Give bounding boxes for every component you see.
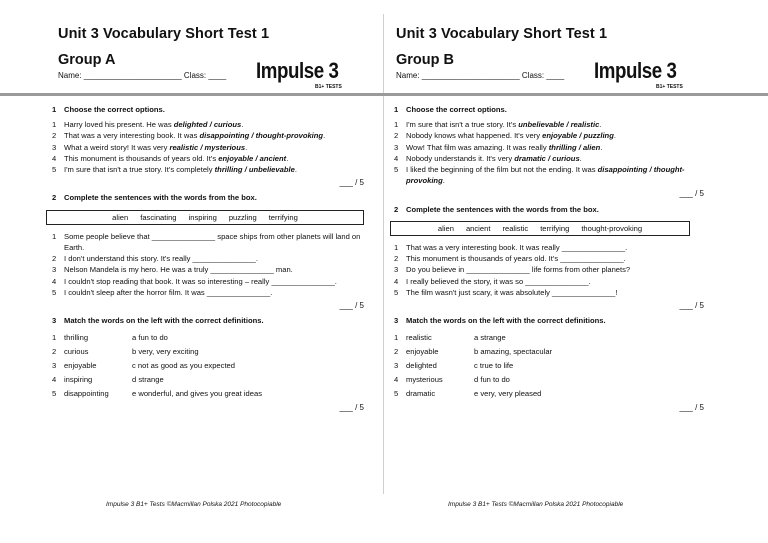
match-word-cell bbox=[52, 332, 132, 343]
impulse-logo: Impulse 3 bbox=[594, 58, 677, 83]
match-word-cell bbox=[394, 374, 474, 385]
match-word-cell bbox=[52, 374, 132, 385]
match-word: dramatic bbox=[406, 388, 436, 398]
gap-fill-item bbox=[394, 276, 704, 287]
item-number: 2 bbox=[52, 254, 57, 264]
section-score: ___ / 5 bbox=[339, 403, 364, 413]
item-number: 4 bbox=[394, 374, 399, 384]
item-text: Nelson Mandela is my hero. He was a truly _______________ man. bbox=[64, 265, 293, 275]
item-number: 5 bbox=[52, 388, 57, 398]
choice-item bbox=[52, 142, 364, 153]
section-3-items bbox=[394, 330, 704, 400]
item-text: That was a very interesting book. It was disappointing / thought-provoking. bbox=[64, 131, 326, 141]
section-number: 2 bbox=[52, 193, 57, 203]
box-word: thought-provoking bbox=[581, 223, 643, 233]
box-word: alien bbox=[112, 212, 129, 222]
match-row bbox=[394, 330, 704, 344]
answer-options: delighted / curious bbox=[173, 120, 242, 130]
item-text: I liked the beginning of the film but not the ending. It was disappointing / thought-provoking. bbox=[406, 165, 685, 186]
answer-options: thrilling / unbelievable bbox=[214, 165, 295, 175]
item-number: 5 bbox=[52, 287, 57, 297]
item-text: That was a very interesting book. It was really _______________. bbox=[406, 243, 628, 253]
gap-fill-item bbox=[52, 287, 364, 298]
answer-options: thrilling / alien bbox=[548, 142, 601, 152]
match-row bbox=[52, 372, 364, 386]
section-number: 2 bbox=[394, 204, 399, 214]
item-number: 2 bbox=[52, 131, 57, 141]
section-score: ___ / 5 bbox=[339, 178, 364, 188]
section-title: Match the words on the left with the correct definitions. bbox=[64, 316, 264, 326]
item-number: 2 bbox=[394, 131, 399, 141]
match-row bbox=[394, 386, 704, 400]
section-2-items bbox=[52, 231, 364, 298]
gap-fill-item bbox=[52, 264, 364, 275]
gap-fill-item bbox=[52, 253, 364, 264]
match-row bbox=[52, 386, 364, 400]
section-1-heading bbox=[394, 104, 704, 115]
section-score: ___ / 5 bbox=[679, 301, 704, 311]
match-word-cell bbox=[394, 346, 474, 357]
item-text: Harry loved his present. He was delighted / curious. bbox=[64, 120, 244, 130]
match-row bbox=[394, 358, 704, 372]
item-text: This monument is thousands of years old. It's enjoyable / ancient. bbox=[64, 153, 289, 163]
answer-options: enjoyable / ancient bbox=[218, 153, 287, 163]
match-word-cell bbox=[52, 346, 132, 357]
item-text: Some people believe that _______________ space ships from other planets will land on Earth. bbox=[64, 231, 361, 253]
item-text: I'm sure that isn't a true story. It's unbelievable / realistic. bbox=[406, 120, 602, 130]
match-definition: a strange bbox=[474, 332, 506, 342]
item-number: 5 bbox=[394, 287, 399, 297]
questions bbox=[52, 104, 364, 414]
section-3-heading bbox=[52, 315, 364, 326]
item-text: I couldn't sleep after the horror film. It was _______________. bbox=[64, 287, 273, 297]
item-text: This monument is thousands of years old. It's _______________. bbox=[406, 254, 626, 264]
item-text: I couldn't stop reading that book. It was so interesting – really _______________. bbox=[64, 276, 337, 286]
item-text: Nobody understands it. It's very dramatic / curious. bbox=[406, 153, 582, 163]
item-number: 2 bbox=[394, 254, 399, 264]
section-2-heading bbox=[52, 192, 364, 203]
match-word: mysterious bbox=[406, 374, 443, 384]
section-title: Complete the sentences with the words from the box. bbox=[406, 204, 599, 214]
section-number: 1 bbox=[52, 105, 57, 114]
gap-fill-item bbox=[394, 287, 704, 298]
impulse-logo: Impulse 3 bbox=[256, 58, 339, 83]
match-word: curious bbox=[64, 346, 89, 356]
match-definition: e wonderful, and gives you great ideas bbox=[132, 388, 263, 398]
box-word: alien bbox=[437, 223, 454, 233]
section-2-items bbox=[394, 242, 704, 298]
section-number: 1 bbox=[394, 105, 399, 114]
choice-item bbox=[52, 164, 364, 175]
match-word-cell bbox=[394, 332, 474, 343]
item-number: 3 bbox=[394, 265, 399, 275]
item-number: 3 bbox=[394, 142, 399, 152]
section-1-heading bbox=[52, 104, 364, 115]
box-word: terrifying bbox=[540, 223, 570, 233]
item-number: 4 bbox=[52, 153, 57, 163]
answer-options: enjoyable / puzzling bbox=[542, 131, 614, 141]
match-row bbox=[52, 358, 364, 372]
section-title: Choose the correct options. bbox=[64, 105, 165, 114]
section-number: 3 bbox=[52, 316, 57, 326]
box-word: fascinating bbox=[140, 212, 177, 222]
item-text: The film wasn't just scary, it was absolutely _______________! bbox=[406, 287, 618, 297]
section-score: ___ / 5 bbox=[679, 403, 704, 413]
word-box bbox=[46, 210, 364, 225]
box-word: ancient bbox=[465, 223, 491, 233]
match-row bbox=[394, 344, 704, 358]
word-box bbox=[390, 221, 690, 236]
item-number: 4 bbox=[52, 276, 57, 286]
group-b-sheet bbox=[384, 0, 768, 543]
header-rule bbox=[0, 93, 384, 96]
section-score: ___ / 5 bbox=[679, 189, 704, 199]
choice-item bbox=[394, 119, 704, 130]
item-number: 3 bbox=[52, 265, 57, 275]
copyright-footer: Impulse 3 B1+ Tests ©Macmillan Polska 2021 Photocopiable bbox=[448, 501, 624, 508]
section-3-heading bbox=[394, 315, 704, 326]
match-word: enjoyable bbox=[406, 346, 439, 356]
choice-item bbox=[394, 153, 704, 164]
match-word: enjoyable bbox=[64, 360, 97, 370]
match-definition: e very, very pleased bbox=[474, 388, 542, 398]
item-number: 1 bbox=[394, 332, 399, 342]
item-number: 2 bbox=[394, 346, 399, 356]
logo-subtitle: B1+ TESTS bbox=[656, 84, 683, 90]
item-number: 5 bbox=[394, 388, 399, 398]
item-number: 1 bbox=[394, 120, 399, 130]
match-word-cell bbox=[394, 388, 474, 399]
section-1-items bbox=[394, 119, 704, 186]
match-definition: d strange bbox=[132, 374, 164, 384]
match-word-cell bbox=[52, 388, 132, 399]
match-definition: d fun to do bbox=[474, 374, 510, 384]
item-text: Wow! That film was amazing. It was really thrilling / alien. bbox=[406, 142, 603, 152]
group-label: Group B bbox=[396, 52, 454, 68]
header-rule bbox=[384, 93, 768, 96]
match-definition: c true to life bbox=[474, 360, 514, 370]
answer-options: dramatic / curious bbox=[514, 153, 580, 163]
choice-item bbox=[52, 130, 364, 141]
item-text: I'm sure that isn't a true story. It's completely thrilling / unbelievable. bbox=[64, 165, 297, 175]
gap-fill-item bbox=[394, 253, 704, 264]
item-number: 4 bbox=[52, 374, 57, 384]
item-number: 5 bbox=[52, 165, 57, 175]
match-word: thrilling bbox=[64, 332, 89, 342]
questions bbox=[394, 104, 704, 414]
choice-item bbox=[394, 142, 704, 153]
section-title: Complete the sentences with the words from the box. bbox=[64, 193, 257, 203]
box-word: realistic bbox=[502, 223, 529, 233]
box-word: puzzling bbox=[228, 212, 257, 222]
match-definition: c not as good as you expected bbox=[132, 360, 236, 370]
match-word: disappointing bbox=[64, 388, 109, 398]
item-number: 2 bbox=[52, 346, 57, 356]
section-number: 3 bbox=[394, 316, 399, 326]
section-1-items bbox=[52, 119, 364, 175]
box-word: inspiring bbox=[188, 212, 217, 222]
match-definition: b amazing, spectacular bbox=[474, 346, 553, 356]
item-text: What a weird story! It was very realistic / mysterious. bbox=[64, 142, 248, 152]
name-class-line: Name: ______________________ Class: ____ bbox=[58, 71, 227, 80]
match-row bbox=[394, 372, 704, 386]
item-text: Do you believe in _______________ life forms from other planets? bbox=[406, 265, 631, 275]
item-number: 3 bbox=[394, 360, 399, 370]
gap-fill-item bbox=[394, 242, 704, 253]
gap-fill-item bbox=[52, 276, 364, 287]
match-row bbox=[52, 344, 364, 358]
section-2-heading bbox=[394, 204, 704, 215]
box-word: terrifying bbox=[268, 212, 298, 222]
item-number: 4 bbox=[394, 153, 399, 163]
choice-item bbox=[394, 164, 704, 186]
choice-item bbox=[394, 130, 704, 141]
answer-options: unbelievable / realistic bbox=[518, 120, 600, 130]
copyright-footer: Impulse 3 B1+ Tests ©Macmillan Polska 2021 Photocopiable bbox=[106, 501, 282, 508]
item-number: 4 bbox=[394, 276, 399, 286]
group-label: Group A bbox=[58, 52, 116, 68]
item-number: 3 bbox=[52, 360, 57, 370]
name-class-line: Name: ______________________ Class: ____ bbox=[396, 71, 565, 80]
item-number: 1 bbox=[52, 231, 57, 241]
choice-item bbox=[52, 153, 364, 164]
match-word: delighted bbox=[406, 360, 437, 370]
item-number: 1 bbox=[52, 120, 57, 130]
match-word-cell bbox=[52, 360, 132, 371]
match-word-cell bbox=[394, 360, 474, 371]
item-text: I really believed the story, it was so _______________. bbox=[406, 276, 591, 286]
gap-fill-item bbox=[52, 231, 364, 253]
item-number: 3 bbox=[52, 142, 57, 152]
test-title: Unit 3 Vocabulary Short Test 1 bbox=[58, 26, 270, 42]
match-row bbox=[52, 330, 364, 344]
item-number: 5 bbox=[394, 165, 399, 175]
gap-fill-item bbox=[394, 264, 704, 275]
answer-options: disappointing / thought-provoking bbox=[199, 131, 324, 141]
item-number: 1 bbox=[52, 332, 57, 342]
answer-options: realistic / mysterious bbox=[169, 142, 246, 152]
match-definition: a fun to do bbox=[132, 332, 168, 342]
match-word: inspiring bbox=[64, 374, 93, 384]
item-number: 1 bbox=[394, 243, 399, 253]
logo-subtitle: B1+ TESTS bbox=[315, 84, 342, 90]
match-definition: b very, very exciting bbox=[132, 346, 199, 356]
section-3-items bbox=[52, 330, 364, 400]
item-text: Nobody knows what happened. It's very enjoyable / puzzling. bbox=[406, 131, 616, 141]
test-title: Unit 3 Vocabulary Short Test 1 bbox=[396, 26, 608, 42]
item-text: I don't understand this story. It's really _______________. bbox=[64, 254, 258, 264]
section-title: Match the words on the left with the correct definitions. bbox=[406, 316, 606, 326]
section-title: Choose the correct options. bbox=[406, 105, 507, 114]
match-word: realistic bbox=[406, 332, 432, 342]
choice-item bbox=[52, 119, 364, 130]
section-score: ___ / 5 bbox=[339, 301, 364, 311]
answer-options: disappointing / thought-provoking bbox=[406, 165, 685, 186]
